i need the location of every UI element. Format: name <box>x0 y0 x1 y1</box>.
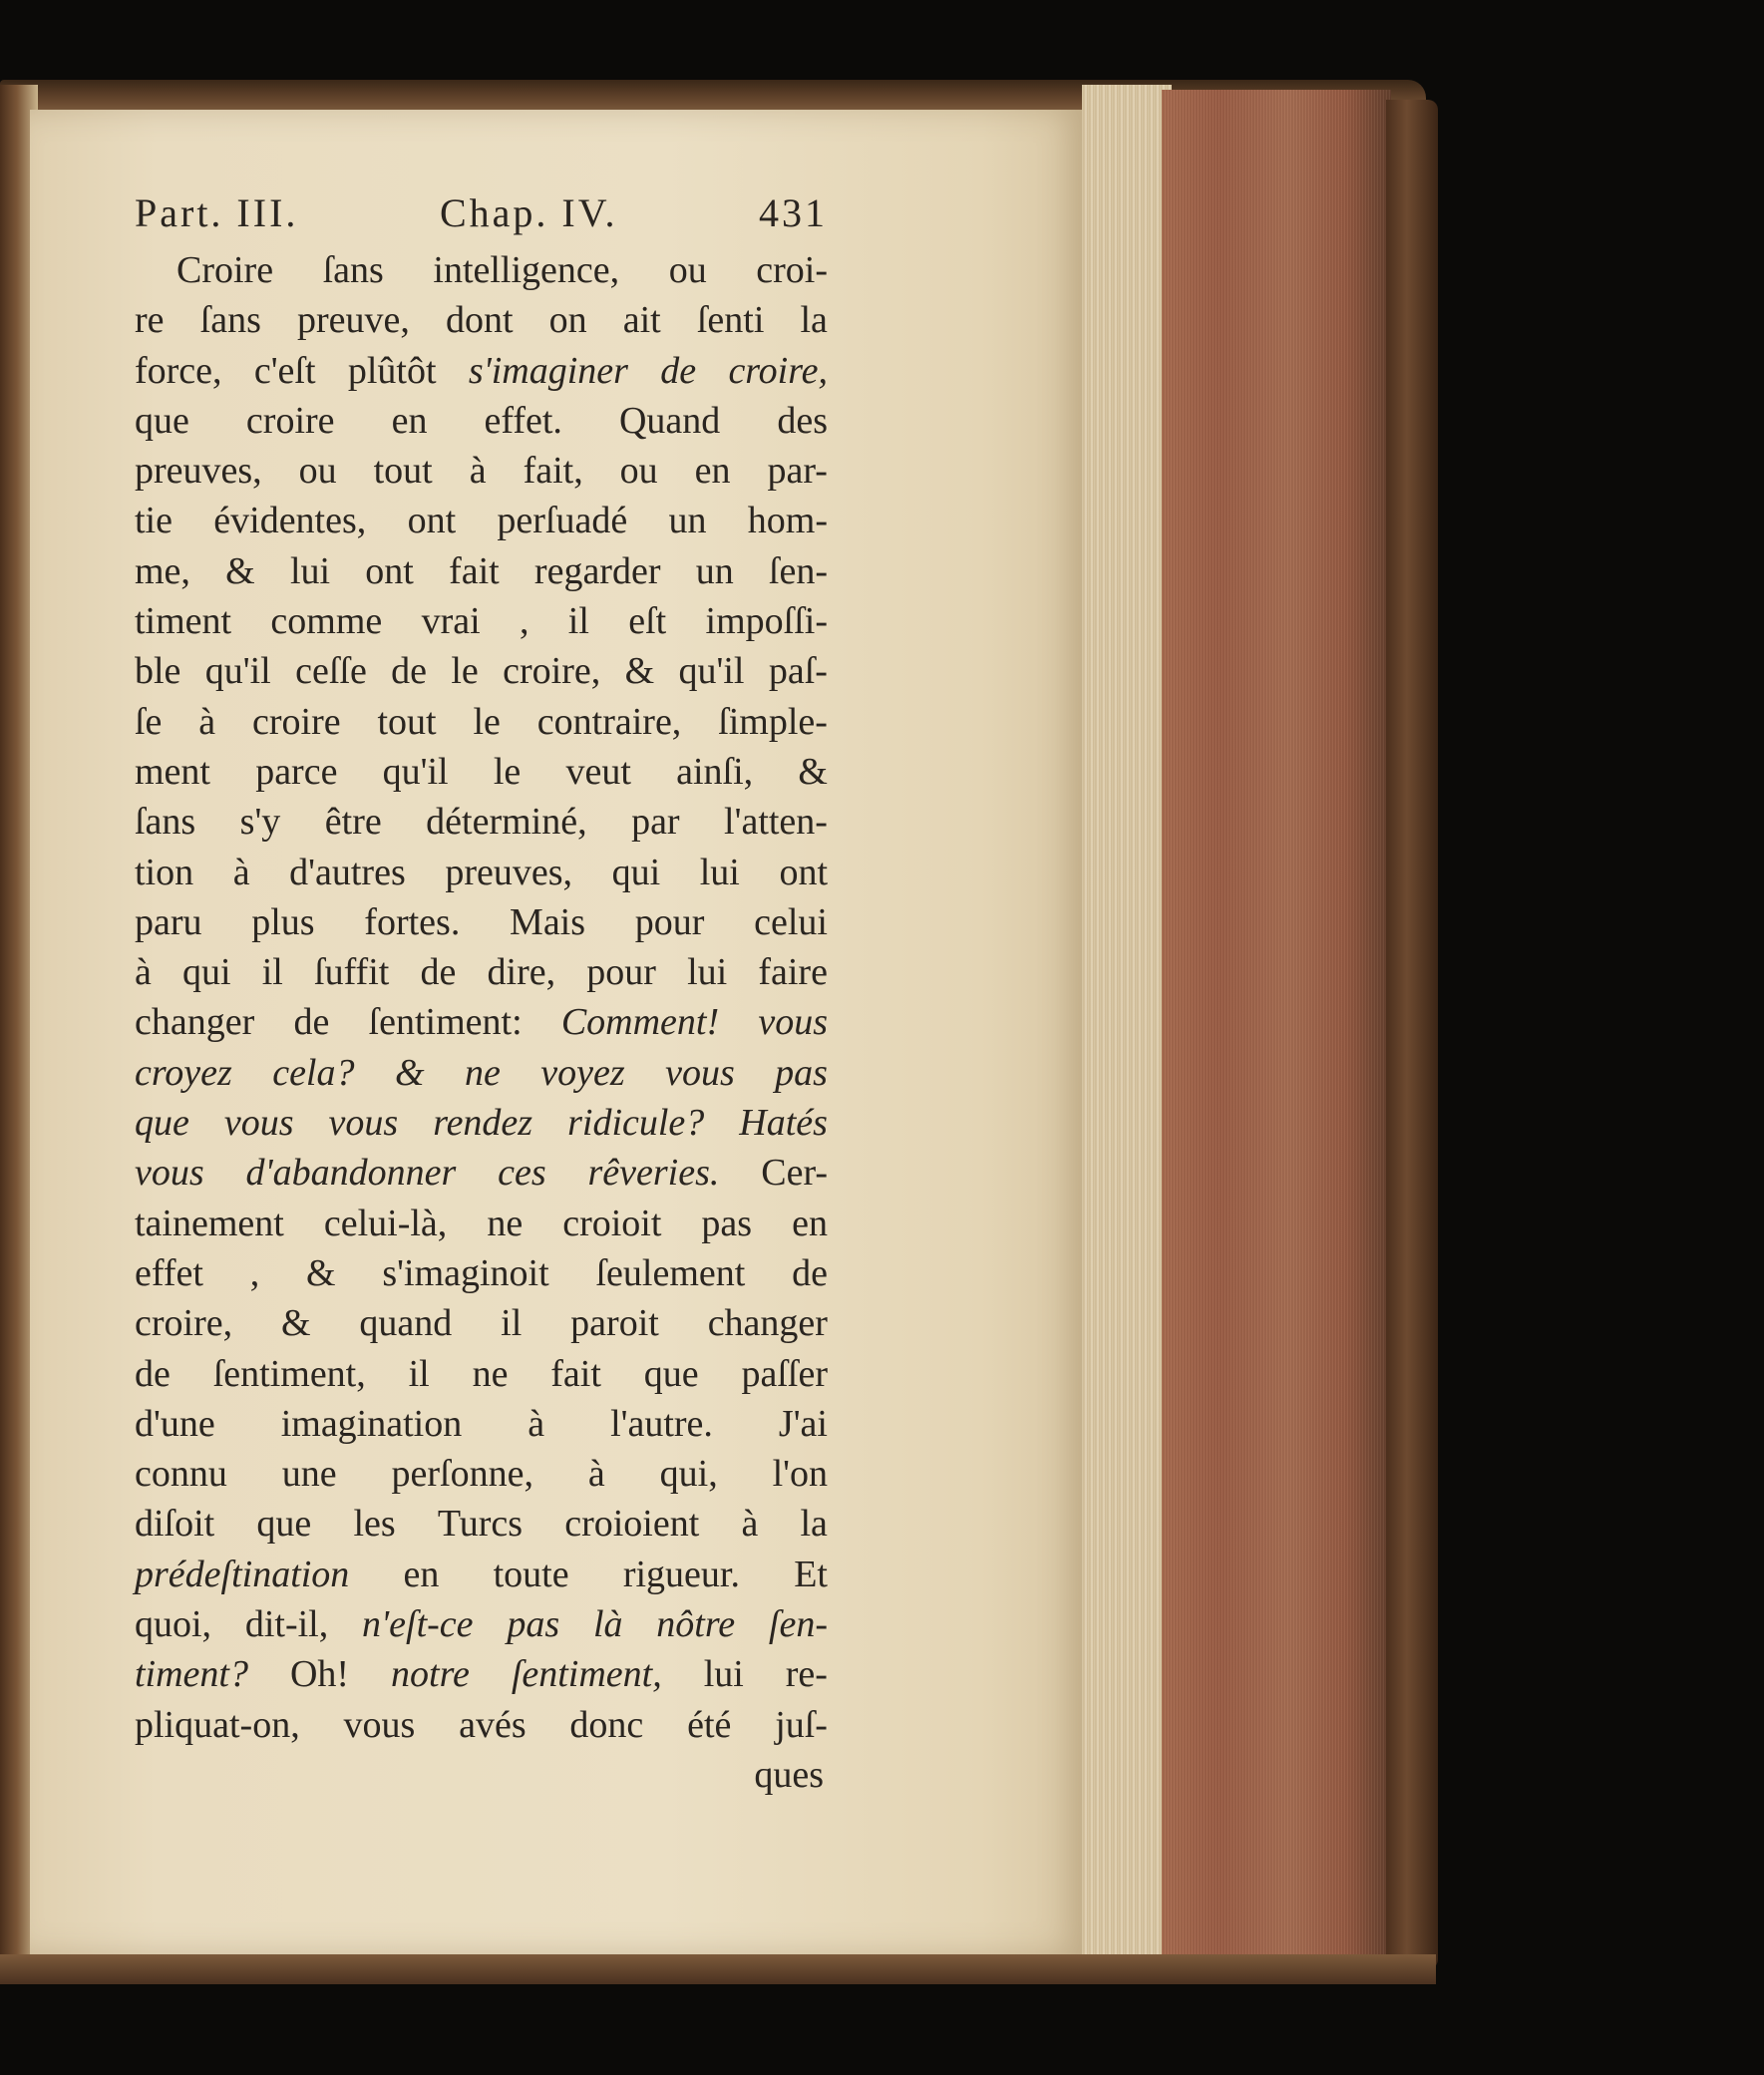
word: fortes. <box>364 900 461 943</box>
word: Turcs <box>437 1503 524 1546</box>
text-line <box>135 1248 828 1298</box>
word: à <box>135 951 152 994</box>
text-line <box>135 1700 828 1750</box>
word: qu'il <box>678 650 745 693</box>
word: il <box>567 600 589 643</box>
word: vous <box>223 1102 294 1145</box>
word: vous <box>665 1051 735 1094</box>
running-head-chapter: Chap. IV. <box>439 190 618 235</box>
text-line <box>135 646 828 696</box>
word: la <box>800 1503 828 1546</box>
text-line <box>135 1399 828 1449</box>
word: tout <box>373 450 433 493</box>
word: imagination <box>280 1402 463 1445</box>
word: ſans <box>135 801 196 844</box>
word: être <box>324 801 382 844</box>
word: avés <box>459 1703 527 1746</box>
word: notre <box>391 1653 470 1696</box>
word: pas <box>775 1051 828 1094</box>
word: Comment! <box>560 1001 720 1044</box>
word: fait, <box>523 450 583 493</box>
word: ceſſe <box>295 650 367 693</box>
word: ne <box>487 1202 524 1244</box>
word: cela? <box>272 1051 355 1094</box>
word: d'une <box>135 1402 215 1445</box>
text-line <box>135 245 828 295</box>
word: Hatés <box>739 1102 828 1145</box>
word: de <box>420 951 457 994</box>
word: croire <box>245 399 335 442</box>
word: Quand <box>618 399 721 442</box>
word: rigueur. <box>622 1553 740 1595</box>
page-number: 431 <box>758 190 828 235</box>
word: l'atten- <box>724 801 828 844</box>
word: ne <box>472 1352 509 1395</box>
word: paſ- <box>768 650 828 693</box>
word: ont <box>779 851 828 893</box>
word: effet. <box>484 399 562 442</box>
word: que <box>135 399 189 442</box>
text-line <box>135 797 828 847</box>
text-line <box>135 396 828 446</box>
word: par- <box>767 450 828 493</box>
word: une <box>281 1453 337 1496</box>
word: preuves, <box>445 851 573 893</box>
text-line <box>135 1499 828 1549</box>
word: évidentes, <box>213 500 367 542</box>
word: l'on <box>772 1453 828 1496</box>
word: ſentiment, <box>511 1653 662 1696</box>
word: plûtôt <box>347 349 437 392</box>
word: veut <box>565 750 631 793</box>
word: dont <box>445 299 514 342</box>
word: lui <box>687 951 728 994</box>
word: ont <box>365 549 414 592</box>
text-line <box>135 1298 828 1348</box>
page-text-block <box>135 189 828 1800</box>
text-line <box>135 295 828 345</box>
word: & <box>225 549 255 592</box>
word: un <box>695 549 734 592</box>
word: croioit <box>562 1202 662 1244</box>
word: ridicule? <box>567 1102 705 1145</box>
word: là <box>592 1603 623 1646</box>
word: d'autres <box>289 851 406 893</box>
word: croire <box>252 700 341 743</box>
word: il <box>408 1352 430 1395</box>
word: ſen- <box>768 549 828 592</box>
word: impoſſi- <box>705 600 828 643</box>
word: Cer- <box>761 1152 828 1195</box>
word: des <box>777 399 828 442</box>
word: fait <box>449 549 500 592</box>
word: rendez <box>433 1102 533 1145</box>
word: timent? <box>135 1653 248 1696</box>
word: en <box>792 1202 828 1244</box>
word: & <box>394 1051 425 1094</box>
word: contraire, <box>536 700 682 743</box>
word: celui-là, <box>323 1202 448 1244</box>
page-gutter-fold <box>1082 85 1172 1979</box>
word: Et <box>794 1553 828 1595</box>
word: s'y <box>239 801 281 844</box>
word: quand <box>359 1302 453 1345</box>
text-line <box>135 1599 828 1649</box>
word: on <box>548 299 587 342</box>
word: faire <box>758 951 828 994</box>
text-line <box>135 1349 828 1399</box>
word: tout <box>377 700 437 743</box>
word: à <box>528 1402 545 1445</box>
word: quoi, <box>135 1603 212 1646</box>
word: me, <box>135 549 190 592</box>
word: paſſer <box>741 1352 828 1395</box>
word: hom- <box>747 500 828 542</box>
word: qui <box>182 951 231 994</box>
word: l'autre. <box>610 1402 713 1445</box>
book-cover-right <box>1386 100 1438 1969</box>
word: & <box>280 1302 311 1345</box>
word: intelligence, <box>433 249 620 291</box>
word: ſe <box>135 700 163 743</box>
word: re- <box>785 1653 828 1696</box>
catchword: ques <box>754 1753 824 1796</box>
word: changer <box>707 1302 828 1345</box>
word: ſimple- <box>718 700 828 743</box>
word: ces <box>498 1152 546 1195</box>
word: qui <box>611 851 661 893</box>
word: & <box>624 650 655 693</box>
word: il <box>261 951 283 994</box>
word: tion <box>135 851 194 893</box>
word: pliquat-on, <box>135 1703 300 1746</box>
word: été <box>687 1703 732 1746</box>
word: toute <box>493 1553 569 1595</box>
word: lui <box>289 549 331 592</box>
word: déterminé, <box>426 801 587 844</box>
running-head <box>135 189 828 245</box>
word: celui <box>754 900 828 943</box>
word: d'abandonner <box>245 1152 457 1195</box>
word: croire, <box>728 349 828 392</box>
word: diſoit <box>135 1503 215 1546</box>
word: par <box>631 801 680 844</box>
word: changer <box>135 1001 255 1044</box>
word: tainement <box>135 1202 284 1244</box>
word: c'eſt <box>253 349 316 392</box>
text-line <box>135 697 828 747</box>
word: ſans <box>322 249 384 291</box>
text-line <box>135 1148 828 1198</box>
text-line <box>135 747 828 797</box>
word: plus <box>251 900 315 943</box>
word: croyez <box>135 1051 232 1094</box>
word: de <box>135 1352 171 1395</box>
word: ſenti <box>696 299 765 342</box>
word: Croire <box>176 249 274 291</box>
word: ſentiment: <box>368 1001 523 1044</box>
text-line <box>135 546 828 596</box>
word: connu <box>135 1453 227 1496</box>
word: voyez <box>540 1051 625 1094</box>
word: lui <box>699 851 740 893</box>
word: qu'il <box>204 650 271 693</box>
word: Mais <box>510 900 586 943</box>
word: comme <box>270 600 383 643</box>
text-line <box>135 947 828 997</box>
word: timent <box>135 600 232 643</box>
word: pas <box>507 1603 560 1646</box>
word: croire, <box>503 650 601 693</box>
word: re <box>135 299 165 342</box>
word: , <box>249 1251 260 1294</box>
word: ou <box>619 450 658 493</box>
word: dit-il, <box>244 1603 329 1646</box>
word: le <box>473 700 501 743</box>
text-line <box>135 496 828 545</box>
word: rêveries. <box>587 1152 720 1195</box>
word: pas <box>701 1202 753 1244</box>
word: croi- <box>756 249 828 291</box>
text-line <box>135 848 828 897</box>
word: à <box>232 851 250 893</box>
text-line <box>135 1550 828 1599</box>
word: qu'il <box>382 750 449 793</box>
word: eſt <box>628 600 667 643</box>
word: juſ- <box>775 1703 828 1746</box>
word: perſuadé <box>497 500 628 542</box>
word: vous <box>135 1152 204 1195</box>
word: ou <box>298 450 337 493</box>
text-line <box>135 446 828 496</box>
word: que <box>135 1102 189 1145</box>
book-cover-bottom <box>0 1954 1436 1984</box>
text-line <box>135 1449 828 1499</box>
word: s'imaginer <box>468 349 628 392</box>
word: & <box>306 1251 336 1294</box>
word: de <box>293 1001 330 1044</box>
word: ſeulement <box>595 1251 746 1294</box>
word: dire, <box>487 951 556 994</box>
word: ainſi, <box>676 750 754 793</box>
word: ſen- <box>768 1603 828 1646</box>
word: tie <box>135 500 173 542</box>
word: effet <box>135 1251 203 1294</box>
word: s'imaginoit <box>382 1251 549 1294</box>
word: J'ai <box>778 1402 828 1445</box>
word: ont <box>407 500 457 542</box>
word: donc <box>569 1703 644 1746</box>
word: vous <box>343 1703 416 1746</box>
word: paroit <box>570 1302 659 1345</box>
word: un <box>668 500 707 542</box>
word: perſonne, <box>391 1453 533 1496</box>
text-line <box>135 346 828 396</box>
word: paru <box>135 900 202 943</box>
word: vous <box>758 1001 828 1044</box>
body-text <box>135 245 828 1750</box>
word: pour <box>586 951 656 994</box>
word: en <box>694 450 731 493</box>
word: Oh! <box>289 1653 350 1696</box>
book-fore-edge <box>1162 90 1391 1979</box>
word: en <box>403 1553 440 1595</box>
word: force, <box>135 349 222 392</box>
word: , <box>519 600 529 643</box>
text-line <box>135 596 828 646</box>
word: le <box>493 750 522 793</box>
word: qui, <box>659 1453 718 1496</box>
text-line <box>135 897 828 947</box>
word: nôtre <box>656 1603 736 1646</box>
word: de <box>660 349 697 392</box>
word: il <box>501 1302 523 1345</box>
word: parce <box>255 750 338 793</box>
word: que <box>256 1503 312 1546</box>
word: lui <box>703 1653 744 1696</box>
word: la <box>800 299 828 342</box>
word: ſuffit <box>314 951 390 994</box>
word: pour <box>634 900 705 943</box>
word: preuves, <box>135 450 262 493</box>
word: croire, <box>135 1302 233 1345</box>
word: à <box>587 1453 605 1496</box>
text-line <box>135 1199 828 1248</box>
word: ſans <box>199 299 261 342</box>
word: à <box>741 1503 759 1546</box>
word: les <box>353 1503 396 1546</box>
word: à <box>469 450 487 493</box>
word: de <box>792 1251 828 1294</box>
word: ment <box>135 750 210 793</box>
word: preuve, <box>296 299 410 342</box>
word: le <box>451 650 479 693</box>
text-line <box>135 997 828 1047</box>
word: ſentiment, <box>212 1352 366 1395</box>
running-head-part: Part. III. <box>135 190 299 235</box>
word: vous <box>328 1102 399 1145</box>
word: de <box>391 650 428 693</box>
text-line <box>135 1649 828 1699</box>
word: n'eſt-ce <box>362 1603 474 1646</box>
word: à <box>198 700 216 743</box>
text-line <box>135 1048 828 1098</box>
word: regarder <box>533 549 661 592</box>
word: ble <box>135 650 181 693</box>
text-line <box>135 1098 828 1148</box>
word: en <box>391 399 428 442</box>
word: ne <box>464 1051 501 1094</box>
word: que <box>643 1352 699 1395</box>
word: ou <box>668 249 707 291</box>
word: & <box>798 750 828 793</box>
word: fait <box>550 1352 601 1395</box>
word: vrai <box>421 600 481 643</box>
word: ait <box>622 299 661 342</box>
word: prédeſtination <box>135 1553 350 1595</box>
word: croioient <box>564 1503 700 1546</box>
